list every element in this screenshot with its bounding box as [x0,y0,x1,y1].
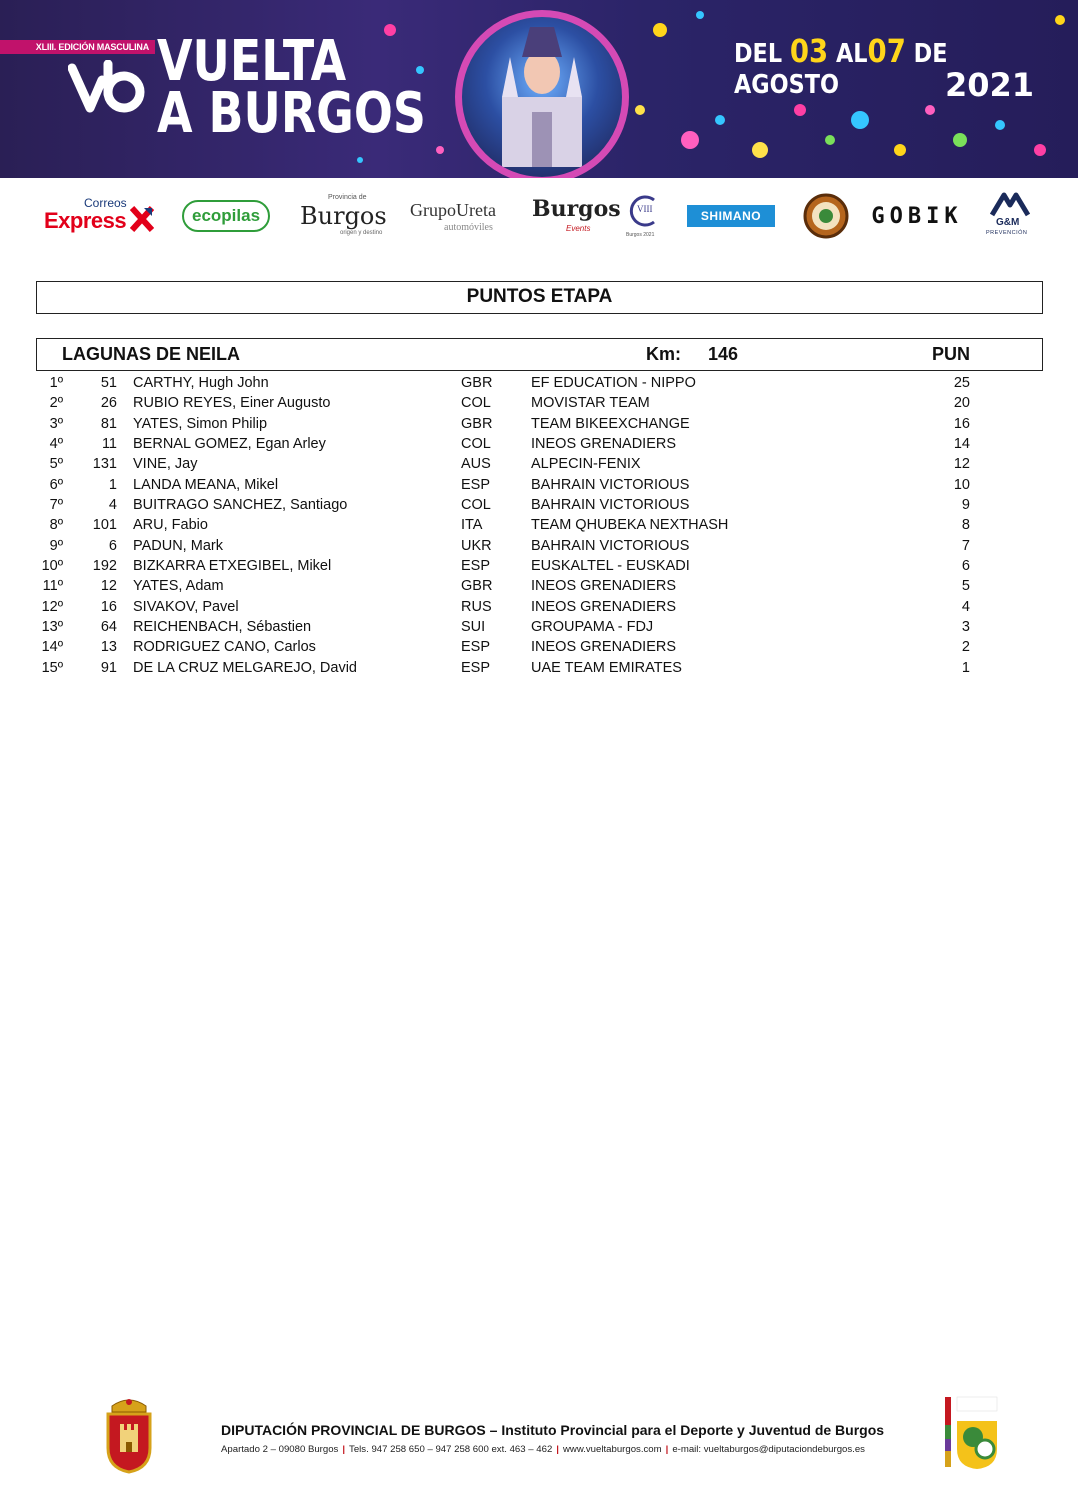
date-del-text: DEL [734,39,783,69]
nationality: RUS [461,598,492,615]
footer-org-name: DIPUTACIÓN PROVINCIAL DE BURGOS [221,1422,486,1438]
sponsor-gobik-logo [871,190,963,242]
team-name: BAHRAIN VICTORIOUS [531,537,690,554]
nationality: COL [461,436,491,453]
rider-name: RUBIO REYES, Einer Augusto [133,395,331,412]
nationality: GBR [461,578,493,595]
dorsal: 91 [100,659,117,676]
date-al-text: AL [835,39,868,69]
rider-name: DE LA CRUZ MELGAREJO, David [133,659,357,676]
dorsal: 26 [100,395,117,412]
rider-name: YATES, Adam [133,578,224,595]
dorsal: 81 [100,415,117,432]
footer-dash: – [485,1422,502,1438]
points: 7 [961,537,970,554]
nationality: ESP [461,639,491,656]
footer-email-link[interactable]: e-mail: vueltaburgos@diputaciondeburgos.es [672,1444,865,1455]
ecopilas-label: ecopilas [191,206,261,225]
header-banner [0,0,1078,178]
rider-name: BIZKARRA ETXEGIBEL, Mikel [133,558,332,575]
result-row [0,373,1078,393]
position: 2º [49,395,63,412]
gobik-label: GOBIK [871,203,963,229]
nationality: ESP [461,476,491,493]
correos-label: Correos [84,196,127,210]
footer-separator: | [556,1444,559,1455]
burgos-events-label: Burgos [532,196,621,222]
km-label: Km: [646,344,681,364]
points: 1 [961,659,970,676]
results-table [0,373,1078,678]
points: 2 [961,639,970,656]
rider-name: SIVAKOV, Pavel [133,598,239,615]
dorsal: 11 [101,436,117,453]
points: 16 [953,415,970,432]
position: 13º [41,619,63,636]
position: 7º [49,497,63,514]
result-row [0,454,1078,474]
team-name: ALPECIN-FENIX [531,456,641,473]
footer-org-institute: Instituto Provincial para el Deporte y Juventud de Burgos [501,1422,885,1438]
rider-name: RODRIGUEZ CANO, Carlos [133,639,316,656]
events-sub-label: Events [566,224,591,233]
result-row [0,393,1078,413]
rider-name: BUITRAGO SANCHEZ, Santiago [133,497,348,514]
dorsal: 4 [108,497,117,514]
cathedral-medallion-image [455,10,629,178]
team-name: TEAM QHUBEKA NEXTHASH [531,517,729,534]
gm-mountain-icon [990,191,1030,217]
team-name: UAE TEAM EMIRATES [531,659,682,676]
express-label: Express [44,208,127,233]
points: 14 [953,436,970,453]
points: 20 [953,395,970,412]
dorsal: 16 [100,598,117,615]
event-title-line1: VUELTA [157,29,347,94]
edition-tag: XLIII. EDICIÓN MASCULINA [0,40,155,54]
position: 11º [42,578,63,595]
result-row [0,637,1078,657]
dorsal: 192 [92,558,117,575]
team-name: GROUPAMA - FDJ [531,619,654,636]
dorsal: 64 [100,619,117,636]
position: 3º [49,415,63,432]
team-name: INEOS GRENADIERS [531,598,677,615]
team-name: EF EDUCATION - NIPPO [531,375,696,391]
result-row [0,617,1078,637]
stage-header [36,338,1043,371]
points: 6 [961,558,970,575]
nationality: ESP [461,558,491,575]
date-month: DE AGOSTO [734,39,948,100]
result-row [0,556,1078,576]
stage-name: LAGUNAS DE NEILA [62,344,241,364]
points: 9 [961,497,970,514]
nationality: AUS [461,456,491,473]
sponsor-viii-centenario-logo [624,190,662,242]
event-year: 2021 [944,66,1034,104]
position: 1º [49,375,63,391]
document-title: PUNTOS ETAPA [36,281,1043,314]
dorsal: 51 [100,375,117,391]
points: 3 [961,619,970,636]
ureta-sub-label: automóviles [444,222,493,233]
result-row [0,495,1078,515]
footer-organization [221,1422,884,1438]
dorsal: 6 [108,537,117,554]
result-row [0,658,1078,678]
nationality: GBR [461,415,493,432]
points: 4 [961,598,970,615]
footer-separator: | [342,1444,346,1455]
position: 10º [41,558,63,575]
footer-separator: | [665,1444,669,1455]
round-seal-icon [803,193,849,239]
sponsor-grupo-ureta-logo [410,190,508,242]
footer-website-link[interactable]: www.vueltaburgos.com [562,1444,662,1455]
footer-address: Apartado 2 – 09080 Burgos [221,1444,339,1455]
nationality: GBR [461,375,493,391]
position: 9º [49,537,63,554]
gm-label: G&M [996,217,1020,228]
viii-sub-label: Burgos 2021 [626,232,655,238]
nationality: COL [461,395,491,412]
result-row [0,576,1078,596]
origen-destino-label: origen y destino [340,230,383,236]
points: 25 [953,375,970,391]
event-title-line2: A BURGOS [157,81,426,146]
points: 5 [961,578,970,595]
team-name: INEOS GRENADIERS [531,639,677,656]
burgos-label: Burgos [300,202,387,230]
position: 12º [41,598,63,615]
footer-contact [221,1444,865,1455]
points: 10 [953,476,970,493]
points: 8 [961,517,970,534]
result-row [0,536,1078,556]
rider-name: ARU, Fabio [133,517,208,534]
sponsor-burgos-events-logo [530,190,621,242]
date-end: 07 [867,32,906,70]
burgos-coat-of-arms-icon [102,1396,156,1474]
position: 14º [41,639,63,656]
dorsal: 1 [108,476,117,493]
sponsor-gm-prevencion-logo [984,190,1036,242]
nationality: ESP [461,659,491,676]
sponsor-correos-express-logo [44,190,156,242]
team-name: EUSKALTEL - EUSKADI [531,558,690,575]
gm-sub-label: PREVENCIÓN [986,230,1028,236]
points: 12 [953,456,970,473]
nationality: UKR [461,537,492,554]
nationality: SUI [461,619,486,636]
rider-name: CARTHY, Hugh John [133,375,269,391]
position: 6º [49,476,63,493]
position: 8º [49,517,63,534]
nationality: COL [461,497,491,514]
shimano-label: SHIMANO [687,205,775,227]
provincia-label: Provincia de [328,194,367,201]
instituto-deporte-logo-icon [941,1393,1003,1471]
team-name: INEOS GRENADIERS [531,578,677,595]
rider-name: REICHENBACH, Sébastien [133,619,312,636]
points-column-header: PUN [931,344,970,364]
dorsal: 13 [100,639,117,656]
rider-name: VINE, Jay [133,456,198,473]
vuelta-burgos-logo-icon [68,60,148,116]
footer-phones: Tels. 947 258 650 – 947 258 600 ext. 463 – 462 [349,1444,553,1455]
dorsal: 101 [92,517,117,534]
team-name: BAHRAIN VICTORIOUS [531,497,690,514]
sponsor-provincia-burgos-logo [298,190,386,242]
sponsor-shimano-logo [687,190,775,242]
position: 5º [49,456,63,473]
team-name: INEOS GRENADIERS [531,436,677,453]
result-row [0,515,1078,535]
date-start: 03 [789,32,829,70]
result-row [0,597,1078,617]
dorsal: 12 [100,578,117,595]
team-name: MOVISTAR TEAM [531,395,650,412]
rider-name: PADUN, Mark [133,537,223,554]
team-name: BAHRAIN VICTORIOUS [531,476,690,493]
position: 15º [41,659,63,676]
rider-name: BERNAL GOMEZ, Egan Arley [133,436,326,453]
dorsal: 131 [92,456,117,473]
result-row [0,475,1078,495]
team-name: TEAM BIKEEXCHANGE [531,415,690,432]
sponsor-ecopilas-logo [183,190,269,242]
result-row [0,414,1078,434]
rider-name: LANDA MEANA, Mikel [133,476,279,493]
ureta-label: GrupoUreta [410,200,496,220]
result-row [0,434,1078,454]
sponsor-round-seal-logo [802,190,850,242]
viii-label: VIII [637,204,653,214]
nationality: ITA [461,517,483,534]
km-value: 146 [708,344,739,364]
correos-x-icon [130,206,154,232]
rider-name: YATES, Simon Philip [133,415,268,432]
position: 4º [49,436,63,453]
